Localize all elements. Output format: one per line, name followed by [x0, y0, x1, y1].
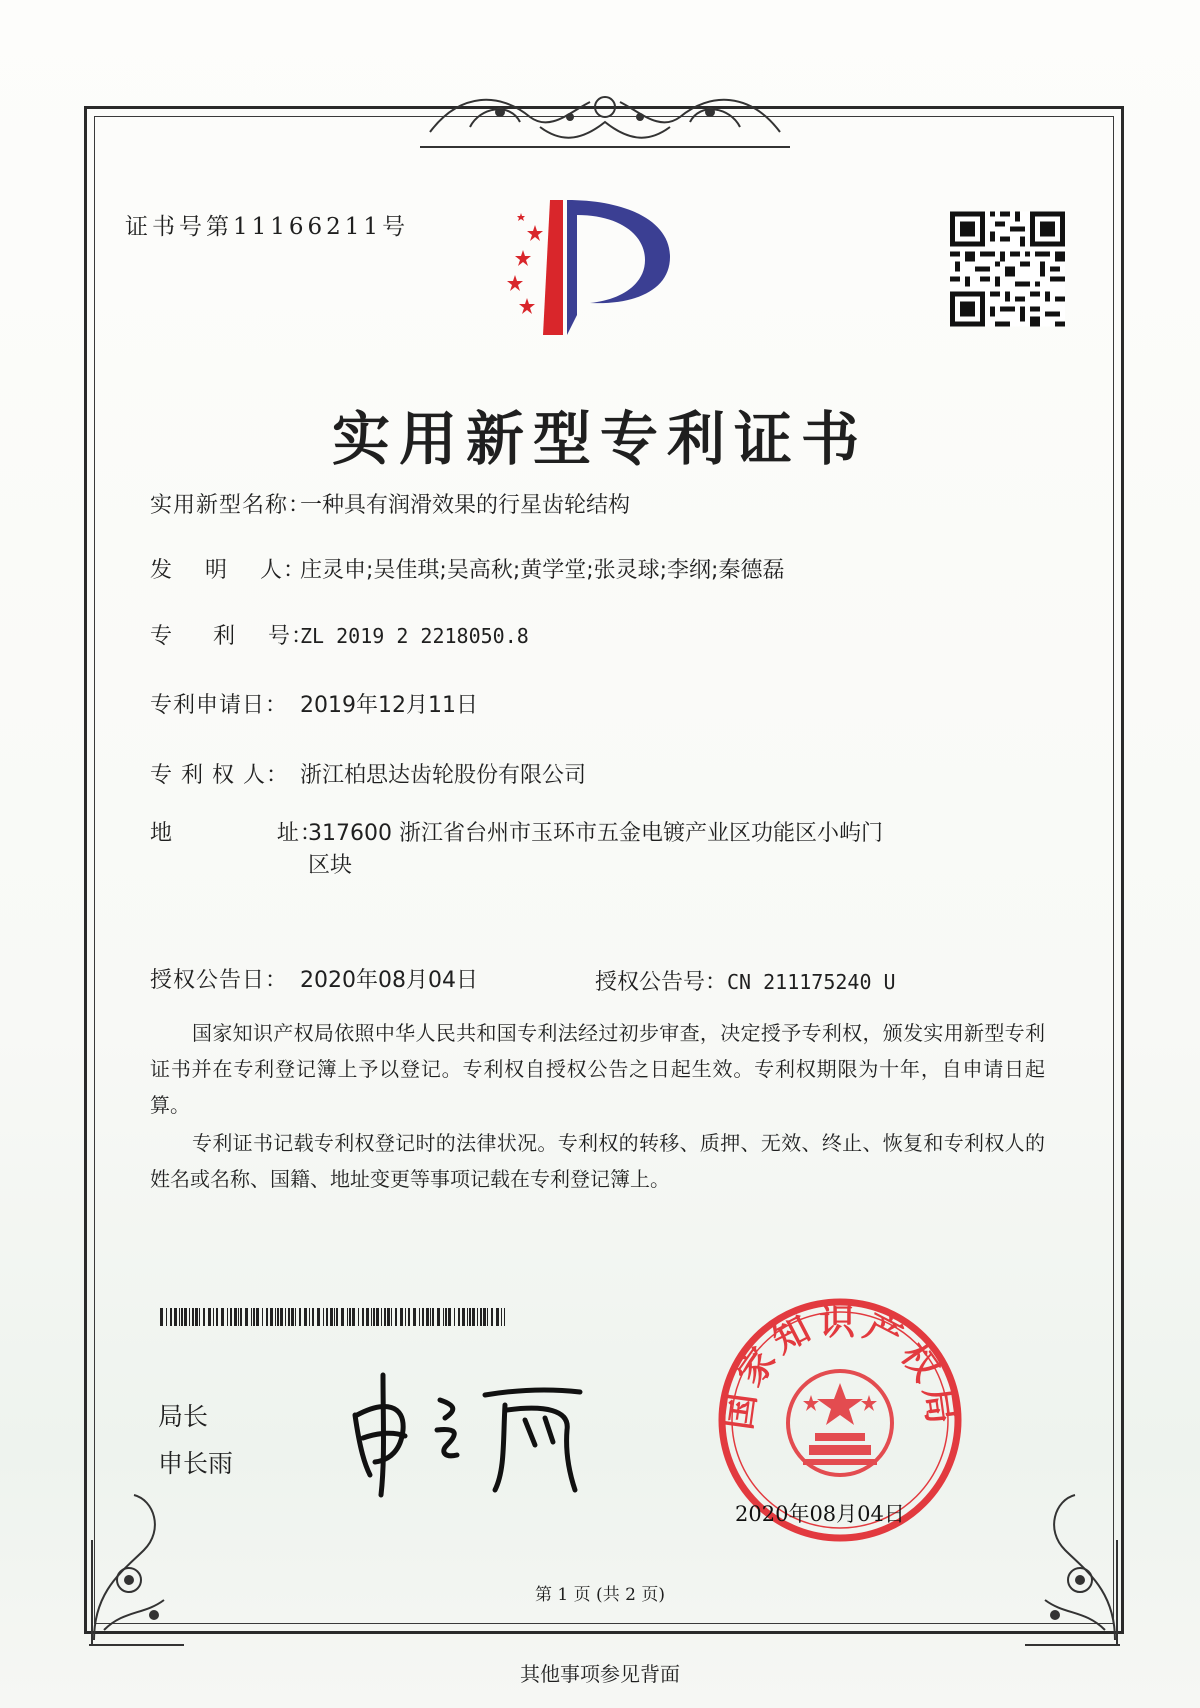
field-label: 授权公告日： — [150, 968, 289, 993]
seal-date: 2020年08月04日 — [735, 1502, 905, 1526]
director-signature-icon — [345, 1370, 605, 1500]
director-name: 申长雨 — [158, 1449, 234, 1478]
bottom-right-ornament-icon — [1015, 1440, 1125, 1650]
legal-paragraph-2: 专利证书记载专利权登记时的法律状况。专利权的转移、质押、无效、终止、恢复和专利权人的姓名或名称、国籍、地址变更等事项记载在专利登记簿上。 — [150, 1131, 1045, 1191]
certificate-title: 实用新型专利证书 — [331, 405, 868, 473]
field-grant-date — [150, 965, 478, 997]
field-label: 发 明 人： — [150, 558, 306, 583]
page-number: 第 1 页 (共 2 页) — [535, 1585, 665, 1605]
field-address-value: 317600 浙江省台州市玉环市五金电镀产业区功能区小屿门区块 — [308, 821, 883, 878]
field-patent-number — [150, 620, 529, 653]
field-publication-number — [595, 965, 896, 996]
certificate-number: 证书号第11166211号 — [125, 214, 410, 240]
field-label: 授权公告号： — [595, 970, 728, 995]
top-ornament-icon — [420, 72, 790, 152]
field-value: CN 211175240 U — [727, 970, 896, 994]
field-address-label-row — [150, 818, 323, 850]
director-title: 局长 — [158, 1402, 209, 1431]
field-label: 地 址： — [150, 821, 323, 846]
field-label: 专 利 号： — [150, 624, 314, 649]
field-value: 浙江柏思达齿轮股份有限公司 — [300, 763, 587, 788]
field-value: 庄灵申;吴佳琪;吴高秋;黄学堂;张灵球;李纲;秦德磊 — [300, 558, 785, 583]
field-value: 2019年12月11日 — [300, 693, 478, 718]
field-value: ZL 2019 2 2218050.8 — [300, 624, 529, 648]
field-inventors — [150, 555, 784, 587]
footer-note: 其他事项参见背面 — [520, 1662, 680, 1686]
seal-text: 国家知识产权局 — [717, 1301, 963, 1433]
field-label: 实用新型名称： — [150, 493, 312, 518]
cnipa-logo-icon — [505, 195, 690, 340]
field-label: 专利申请日： — [150, 693, 289, 718]
field-label: 专 利 权 人： — [150, 763, 289, 788]
field-value: 一种具有润滑效果的行星齿轮结构 — [300, 493, 631, 518]
field-utility-model-name — [150, 490, 630, 522]
qr-code-icon — [950, 210, 1065, 328]
field-value: 2020年08月04日 — [300, 968, 478, 993]
legal-paragraph-1: 国家知识产权局依照中华人民共和国专利法经过初步审查，决定授予专利权，颁发实用新型专利证书并在专利登记簿上予以登记。专利权自授权公告之日起生效。专利权期限为十年，自申请日起算。 — [150, 1021, 1045, 1117]
barcode-icon — [160, 1308, 505, 1326]
field-application-date — [150, 690, 478, 722]
field-patentee — [150, 760, 586, 792]
